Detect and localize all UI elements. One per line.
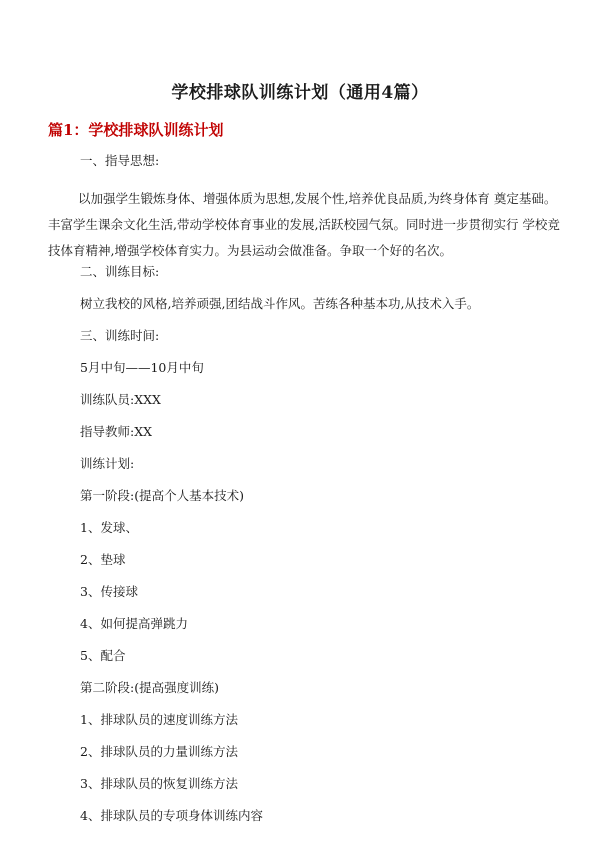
stage2-heading: 第二阶段:(提高强度训练) [80,680,219,695]
players-line: 训练队员:XXX [80,392,161,407]
guiding-thought-paragraph: 以加强学生锻炼身体、增强体质为思想,发展个性,培养优良品质,为终身体育 奠定基础。丰富学生课余文化生活,带动学校体育事业的发展,活跃校园气氛。同时进一步贯彻实行 学校竞技体育精神,增强学校体育实力。为县运动会做准备。争取一个好的名次。 [48,191,560,258]
goal-heading: 二、训练目标: [80,264,160,279]
stage2-item: 3、排球队员的恢复训练方法 [80,776,238,791]
document-title: 学校排球队训练计划（通用4篇） [171,83,429,103]
stage2-item: 2、排球队员的力量训练方法 [80,744,238,759]
guiding-thought-heading: 一、指导思想: [80,153,160,168]
stage1-item: 4、如何提高弹跳力 [80,616,188,631]
plan-heading: 训练计划: [80,456,135,471]
section-heading: 篇1：学校排球队训练计划 [48,121,224,139]
time-text: 5月中旬——10月中旬 [80,360,204,375]
stage2-item: 1、排球队员的速度训练方法 [80,712,238,727]
stage1-item: 2、垫球 [80,552,126,567]
stage2-item: 4、排球队员的专项身体训练内容 [80,808,263,823]
time-heading: 三、训练时间: [80,328,160,343]
coach-line: 指导教师:XX [80,424,153,439]
goal-text: 树立我校的风格,培养顽强,团结战斗作风。苦练各种基本功,从技术入手。 [80,296,480,311]
stage1-item: 5、配合 [80,648,126,663]
stage1-item: 1、发球、 [80,520,138,535]
stage1-heading: 第一阶段:(提高个人基本技术) [80,488,244,503]
stage1-item: 3、传接球 [80,584,138,599]
